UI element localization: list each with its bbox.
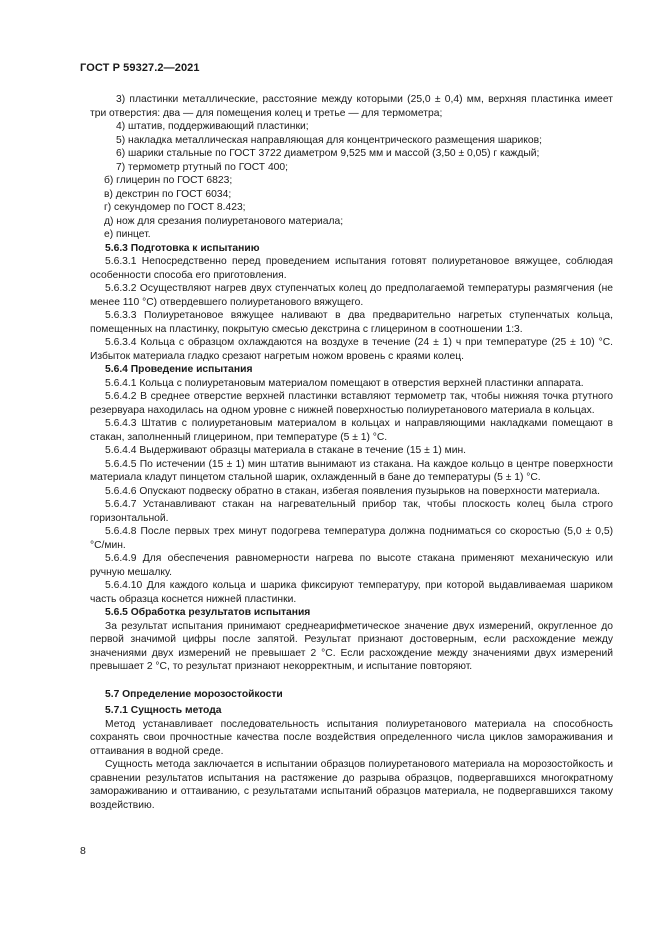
- list-item: 3) пластинки металлические, расстояние между которыми (25,0 ± 0,4) мм, верхняя пластинка имеет три отверстия: два — для помещения колец и третье — для термометра;: [90, 94, 613, 119]
- paragraph: 5.6.4.1 Кольца с полиуретановым материалом помещают в отверстия верхней пластинки аппарата.: [105, 377, 584, 389]
- list-item: 7) термометр ртутный по ГОСТ 400;: [116, 161, 288, 173]
- list-item: 5) накладка металлическая направляющая для концентрического размещения шариков;: [116, 134, 542, 146]
- page-number: 8: [80, 845, 86, 857]
- paragraph: 5.6.4.7 Устанавливают стакан на нагревательный прибор так, чтобы плоскость колец была строго горизонтальной.: [90, 499, 613, 524]
- section-heading: 5.7 Определение морозостойкости: [105, 688, 283, 700]
- section-heading: 5.7.1 Сущность метода: [105, 705, 222, 716]
- paragraph: Сущность метода заключается в испытании образцов полиуретанового материала на морозостойкость и сравнении результатов испытания на растяжение до разрыва образцов, подвергавшихся многократному замораживанию и оттаиванию, с результатами испытаний образцов материала, не подвергавшихся такому воздействию.: [90, 759, 613, 811]
- paragraph: 5.6.4.8 После первых трех минут подогрева температура должна подниматься со скоростью (5,0 ± 0,5) °С/мин.: [90, 526, 613, 551]
- list-item: в) декстрин по ГОСТ 6034;: [104, 188, 232, 200]
- paragraph: 5.6.4.5 По истечении (15 ± 1) мин штатив вынимают из стакана. На каждое кольцо в центре поверхности материала кладут пинцетом стальной шарик, охлажденный в бане до температуры (5 ± 1) °С.: [90, 458, 613, 483]
- list-item: 4) штатив, поддерживающий пластинки;: [116, 121, 309, 132]
- paragraph: 5.6.4.3 Штатив с полиуретановым материалом в кольцах и направляющими накладками помещают в стакан, заполненный глицерином, при температуре (5 ± 1) °С.: [90, 418, 613, 443]
- paragraph: 5.6.4.10 Для каждого кольца и шарика фиксируют температуру, при которой выдавливаемая шариком часть образца коснется нижней пластинки.: [90, 580, 613, 605]
- paragraph: 5.6.3.1 Непосредственно перед проведением испытания готовят полиуретановое вяжущее, соблюдая особенности способа его приготовления.: [90, 256, 613, 281]
- list-item: 6) шарики стальные по ГОСТ 3722 диаметром 9,525 мм и массой (3,50 ± 0,05) г каждый;: [116, 148, 540, 159]
- section-heading: 5.6.5 Обработка результатов испытания: [105, 607, 311, 618]
- paragraph: 5.6.4.9 Для обеспечения равномерности нагрева по высоте стакана применяют механическую или ручную мешалку.: [90, 553, 613, 578]
- list-item: д) нож для срезания полиуретанового материала;: [104, 215, 344, 227]
- paragraph: 5.6.3.3 Полиуретановое вяжущее наливают в два предварительно нагретых ступенчатых кольца, помещенных на пластинку, покрытую смесью декстрина с глицерином в соотношении 1:3.: [90, 310, 613, 335]
- paragraph: 5.6.4.2 В среднее отверстие верхней пластинки вставляют термометр так, чтобы нижняя точка ртутного резервуара находилась на одном уровне с нижней поверхностью полиуретанового материала в кольцах.: [90, 391, 613, 416]
- list-item: е) пинцет.: [104, 229, 151, 240]
- section-heading: 5.6.3 Подготовка к испытанию: [105, 242, 260, 254]
- paragraph: 5.6.3.2 Осуществляют нагрев двух ступенчатых колец до предполагаемой температуры размягчения (не менее 110 °С) отвердевшего полиуретанового вяжущего.: [90, 283, 613, 308]
- paragraph: Метод устанавливает последовательность испытания полиуретанового материала на способность сохранять свои прочностные качества после воздействия определенного числа циклов замораживания и оттаивания в водной среде.: [90, 718, 613, 757]
- document-header: ГОСТ Р 59327.2—2021: [80, 62, 200, 74]
- section-heading: 5.6.4 Проведение испытания: [105, 364, 253, 375]
- paragraph: За результат испытания принимают среднеарифметическое значение двух измерений, округленное до первой значимой цифры после запятой. Результат признают достоверным, если расхождение между значениями двух измерений не превышает 2 °С. Если расхождение между значениями двух измерений превышает 2 °С, то результат признают некорректным, и испытание повторяют.: [90, 620, 613, 672]
- paragraph: 5.6.3.4 Кольца с образцом охлаждаются на воздухе в течение (24 ± 1) ч при температуре (25 ± 10) °С. Избыток материала гладко срезают нагретым ножом вровень с краями колец.: [90, 337, 613, 362]
- list-item: г) секундомер по ГОСТ 8.423;: [104, 202, 246, 213]
- document-body: [90, 93, 613, 812]
- paragraph: 5.6.4.4 Выдерживают образцы материала в стакане в течение (15 ± 1) мин.: [105, 445, 467, 456]
- paragraph: 5.6.4.6 Опускают подвеску обратно в стакан, избегая появления пузырьков на поверхности материала.: [105, 485, 601, 497]
- list-item: б) глицерин по ГОСТ 6823;: [104, 175, 233, 186]
